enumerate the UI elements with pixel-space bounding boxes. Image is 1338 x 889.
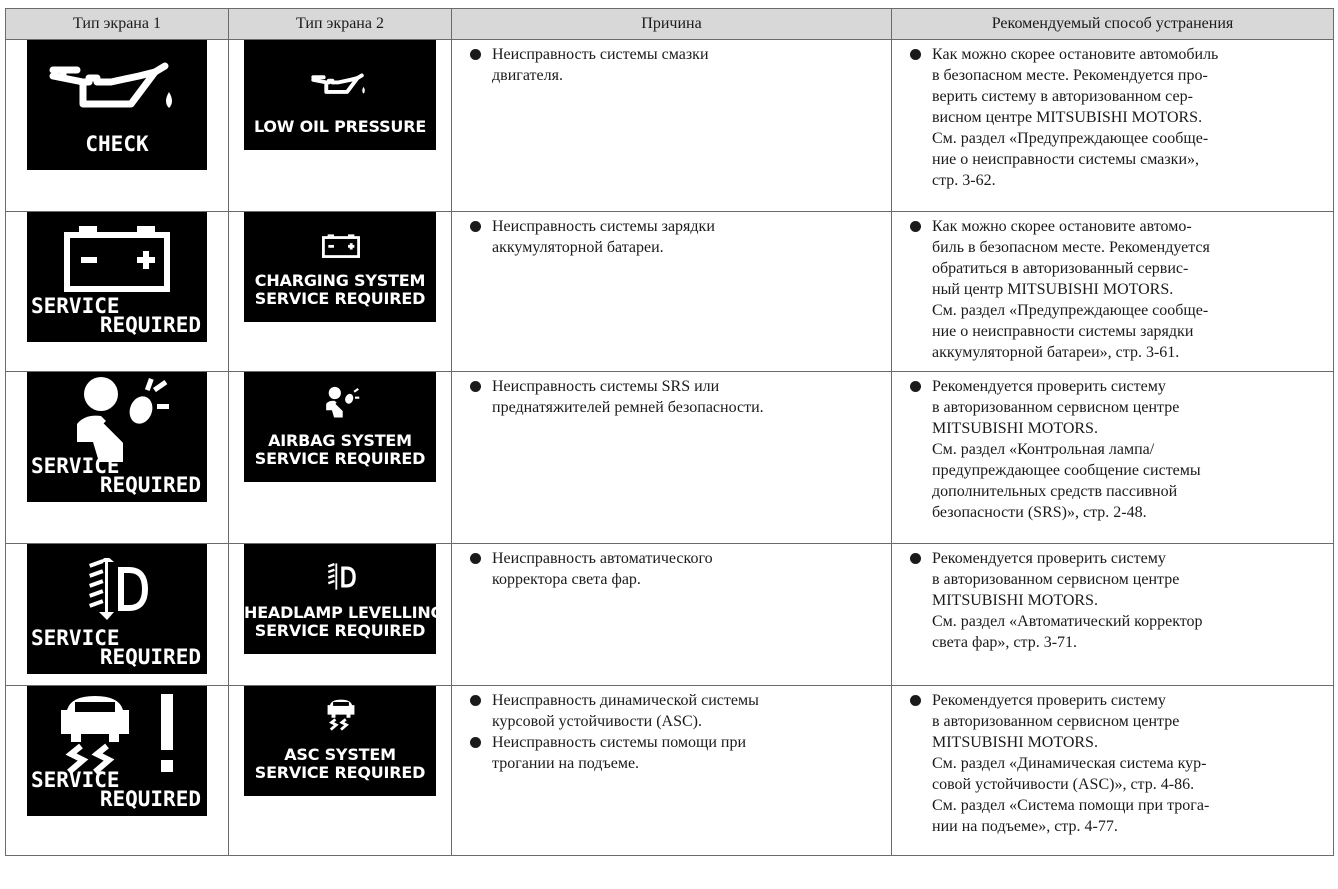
- warning-messages-table: [5, 8, 1334, 856]
- screen-type-1-label: SERVICE: [31, 294, 120, 318]
- screen-type-1-cell: [6, 544, 229, 686]
- cause-item: Неисправность системы SRS или преднатяжителей ремней безопасности.: [470, 376, 883, 418]
- screen-type-1-label: SERVICE: [31, 626, 120, 650]
- screen-type-1-display: [27, 544, 207, 674]
- header-remedy: Рекомендуемый способ устранения: [892, 9, 1334, 40]
- oil-can-icon: [310, 72, 372, 98]
- cause-item: Неисправность системы зарядки аккумуляторной батареи.: [470, 216, 883, 258]
- screen-type-1-cell: [6, 686, 229, 856]
- screen-type-1-cell: [6, 40, 229, 212]
- header-row: [6, 9, 1334, 40]
- remedy-cell: [892, 372, 1334, 544]
- screen-type-1-cell: [6, 372, 229, 544]
- headlamp-levelling-icon: [326, 562, 356, 592]
- headlamp-levelling-icon: [85, 558, 149, 620]
- screen-type-2-cell: [229, 686, 452, 856]
- screen-type-2-label: CHARGING SYSTEM SERVICE REQUIRED: [254, 271, 426, 308]
- oil-can-icon: [47, 58, 187, 118]
- screen-type-2-display: [244, 40, 436, 150]
- cause-item: Неисправность автоматического корректора света фар.: [470, 548, 883, 590]
- table-row: [6, 544, 1334, 686]
- cause-item: Неисправность системы смазки двигателя.: [470, 44, 883, 86]
- cause-cell: [452, 686, 892, 856]
- screen-type-2-display: [244, 212, 436, 322]
- header-cause: Причина: [452, 9, 892, 40]
- battery-icon: [322, 234, 360, 258]
- battery-icon: [63, 226, 171, 292]
- screen-type-2-label: ASC SYSTEM SERVICE REQUIRED: [254, 745, 426, 782]
- screen-type-1-display: [27, 212, 207, 342]
- screen-type-1-display: [27, 686, 207, 816]
- cause-cell: [452, 40, 892, 212]
- header-screen-type-1: Тип экрана 1: [6, 9, 229, 40]
- table-row: [6, 372, 1334, 544]
- screen-type-2-cell: [229, 212, 452, 372]
- remedy-item: Как можно скорее остановите автомобиль в безопасном месте. Рекомендуется про- верить систему в авторизованном сер- висном центре MITSUBISHI MOTORS. См. раздел «Предупреждающее сообще- ние о неисправности системы смазки», стр. 3-62.: [910, 44, 1325, 191]
- screen-type-2-display: [244, 686, 436, 796]
- screen-type-2-display: [244, 544, 444, 654]
- screen-type-2-display: [244, 372, 436, 482]
- screen-type-2-cell: [229, 544, 452, 686]
- screen-type-2-cell: [229, 40, 452, 212]
- cause-item: Неисправность системы помощи при трогании на подъеме.: [470, 732, 883, 774]
- screen-type-1-label: REQUIRED: [99, 313, 201, 337]
- screen-type-2-label: AIRBAG SYSTEM SERVICE REQUIRED: [254, 431, 426, 468]
- screen-type-2-cell: [229, 372, 452, 544]
- cause-cell: [452, 544, 892, 686]
- header-screen-type-2: Тип экрана 2: [229, 9, 452, 40]
- screen-type-1-label: REQUIRED: [99, 645, 201, 669]
- screen-type-2-label: HEADLAMP LEVELLING SERVICE REQUIRED: [244, 603, 444, 640]
- remedy-cell: [892, 686, 1334, 856]
- remedy-item: Как можно скорее остановите автомо- биль в безопасном месте. Рекомендуется обратиться в авторизованный сервис- ный центр MITSUBISHI MOTORS. См. раздел «Предупреждающее сообще- ние о неисправности системы зарядки аккумуляторной батареи», стр. 3-61.: [910, 216, 1325, 363]
- airbag-icon: [71, 376, 171, 462]
- screen-type-1-label: REQUIRED: [99, 473, 201, 497]
- table-row: [6, 686, 1334, 856]
- asc-skid-icon: [326, 698, 356, 732]
- screen-type-2-label: LOW OIL PRESSURE: [253, 117, 427, 136]
- asc-skid-icon: [57, 694, 187, 776]
- remedy-item: Рекомендуется проверить систему в авторизованном сервисном центре MITSUBISHI MOTORS. См. раздел «Контрольная лампа/ предупреждающее сообщение системы дополнительных средств пассивной безопасности (SRS)», стр. 2-48.: [910, 376, 1325, 523]
- table-row: [6, 212, 1334, 372]
- screen-type-1-cell: [6, 212, 229, 372]
- screen-type-1-label: REQUIRED: [99, 787, 201, 811]
- airbag-icon: [324, 386, 360, 418]
- screen-type-1-display: [27, 40, 207, 170]
- cause-item: Неисправность динамической системы курсовой устойчивости (ASC).: [470, 690, 883, 732]
- screen-type-1-label: SERVICE: [31, 454, 120, 478]
- remedy-item: Рекомендуется проверить систему в авторизованном сервисном центре MITSUBISHI MOTORS. См. раздел «Динамическая система кур- совой устойчивости (ASC)», стр. 4-86. См. раздел «Система помощи при трога- нии на подъеме», стр. 4-77.: [910, 690, 1325, 837]
- remedy-item: Рекомендуется проверить систему в авторизованном сервисном центре MITSUBISHI MOTORS. См. раздел «Автоматический корректор света фар», стр. 3-71.: [910, 548, 1325, 653]
- screen-type-1-display: [27, 372, 207, 502]
- cause-cell: [452, 212, 892, 372]
- remedy-cell: [892, 40, 1334, 212]
- remedy-cell: [892, 544, 1334, 686]
- screen-type-1-label: CHECK: [85, 132, 149, 156]
- remedy-cell: [892, 212, 1334, 372]
- screen-type-1-label: SERVICE: [31, 768, 120, 792]
- table-row: [6, 40, 1334, 212]
- cause-cell: [452, 372, 892, 544]
